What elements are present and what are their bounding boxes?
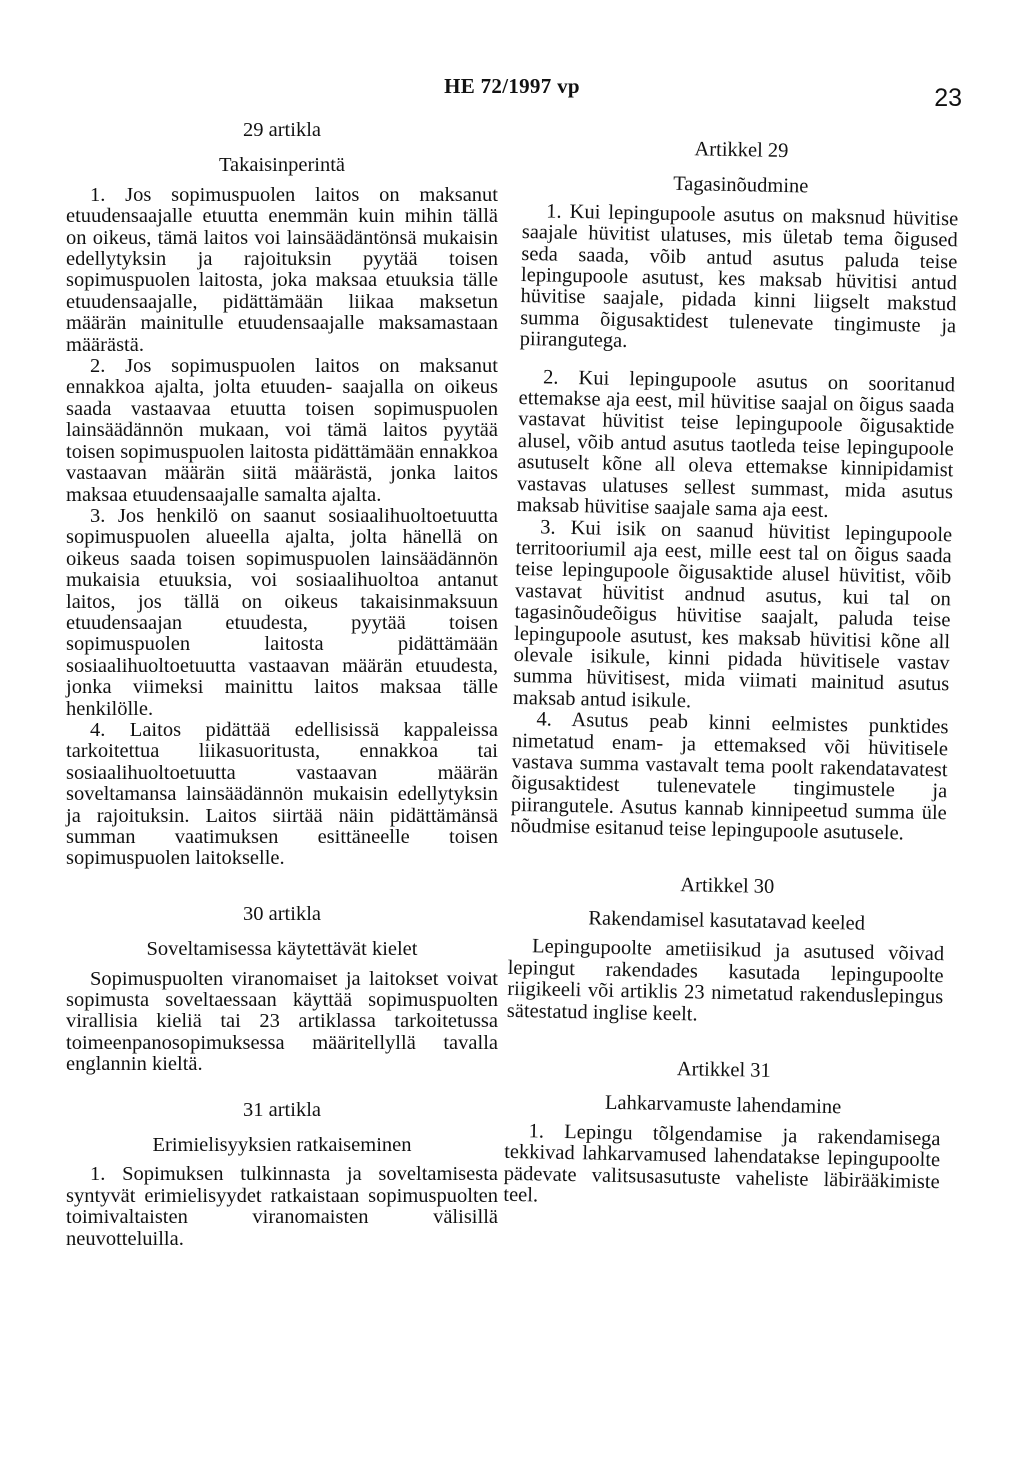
article-title: Takaisinperintä — [218, 154, 346, 177]
paragraph: 1. Kui lepingupoole asutus on maksnud hüvitise saajale hüvitist ulatuses, mis ületab tema õigused seda saada, võib antud asutus paluda teise lepingupoole asutust, kes maksab hüvitisi antud hüvitise saajale, pidada kinni liigselt makstud summa õigusaktidest tulenevate tingimuste ja piirangutega. — [519, 200, 959, 353]
paragraph: 2. Jos sopimuspuolen laitos on maksanut ennakkoa ajalta, jolta etuuden- saajalla on oikeus saada vastaavaa etuutta toisen sopimuspuolen lainsäädännön mukaan, voi tämä laitos pyytää toisen sopimuspuolen laitosta pidättämään ennakkoa vastaavan määrän siitä määrästä, jonka laitos maksaa etuudensaajalle samalta ajalta. — [66, 355, 498, 506]
article-title: Soveltamisessa käytettävät kielet — [146, 938, 418, 961]
paragraph: 1. Sopimuksen tulkinnasta ja soveltamisesta syntyvät erimielisyydet ratkaistaan sopimuspuolten toimivaltaisten viranomaisten välisillä neuvotteluilla. — [66, 1163, 498, 1250]
article-title: Rakendamisel kasutatavad keeled — [588, 907, 866, 935]
article-31-fi — [66, 1100, 498, 1250]
article-title: Tagasinõudmine — [672, 173, 809, 198]
paragraph: Sopimuspuolten viranomaiset ja laitokset voivat sopimusta soveltaessaan käyttää sopimuspuolten virallisia kieliä tai 23 artiklassa tarkoitetussa toimeenpanosopimuksessa määritellyllä tavalla englannin kieltä. — [66, 967, 498, 1076]
article-number: 29 artikla — [243, 119, 321, 141]
paragraph: 3. Kui isik on saanud hüvitist lepingupoole territooriumil aja eest, mille eest tal on õigus saada teise lepingupoole õigusaktide alusel hüvitist, võib vastavat hüvitist andnud asutus, kui tal on tagasinõudeõigus hüvitise saajalt, paluda teise lepingupoole asutust, kes maksab hüvitisi kõne all olevale isikule, kinni pidada hüvitisele vastav summa hüvitisest, mida viimati mainitud asutus maksab antud isikule. — [512, 515, 953, 713]
article-title: Erimielisyyksien ratkaiseminen — [152, 1134, 412, 1157]
paragraph: 3. Jos henkilö on saanut sosiaalihuoltoetuutta sopimuspuolen alueella ajalta, jolta hänellä on oikeus saada toisen sopimuspuolen lainsäädännön mukaisia etuuksia, voi sosiaalihuoltoa antanut laitos, jos tällä on oikeus takaisinmaksuun etuudensaajan etuudesta, pyytää toisen sopimuspuolen laitosta pidättämään sosiaalihuoltoetuutta vastaavan määrän etuudesta, jonka viimeksi mainittu laitos maksaa tälle henkilölle. — [66, 504, 498, 720]
article-30-et — [507, 871, 946, 1030]
article-29-et — [510, 136, 959, 846]
article-29-fi — [66, 120, 498, 870]
paragraph: Lepingupoolte ametiisikud ja asutused võivad lepingut rakendades kasutada lepingupoolte riigikeeli või artiklis 23 nimetatud rakenduslepingus sätestatud inglise keelt. — [506, 935, 945, 1026]
paragraph: 1. Lepingu tõlgendamise ja rakendamisega tekkivad lahkarvamused lahendatakse lepingupoolte pädevate valitsusasutuste vaheliste läbirääkimiste teel. — [503, 1120, 941, 1207]
estonian-column — [503, 120, 960, 1215]
article-30-fi — [66, 904, 498, 1076]
document-header-title: HE 72/1997 vp — [444, 74, 580, 98]
paragraph: 4. Asutus peab kinni eelmistes punktides nimetatud enam- ja ettemaksed või hüvitisele vastava summa vastavalt tema poolt rakendatavatest õigusaktidest tulenevatele tingimustele ja piirangutele. Asutus kannab kinnipeetud summa üle nõudmise esitanud teise lepingupoole asutusele. — [510, 708, 949, 845]
paragraph: 1. Jos sopimuspuolen laitos on maksanut etuudensaajalle etuutta enemmän kuin mihin tällä on oikeus, tämä laitos voi lainsäädäntönsä mukaisin edellytyksin ja rajoituksin pyytää toisen sopimuspuolen laitosta, joka maksaa etuuksia tälle etuudensaajalle, pidättämään liikaa maksetun määrän mainitulle etuudensaajalle maksamastaan määrästä. — [66, 183, 498, 356]
article-number: Artikkel 30 — [680, 873, 775, 898]
paragraph: 2. Kui lepingupoole asutus on sooritanud ettemakse aja eest, mil hüvitise saajal on õigus saada vastavat hüvitist teise lepingupoole õigusaktide alusel, võib antud asutus taotleda teise lepingupoole asutuselt kõne all oleva ettemakse kinnipidamist vastavas ulatuses sellest summast, mida asutus maksab hüvitise saajale sama aja eest. — [516, 366, 956, 523]
article-number: Artikkel 31 — [676, 1058, 771, 1082]
article-number: Artikkel 29 — [694, 138, 789, 163]
article-title: Lahkarvamuste lahendamine — [604, 1092, 842, 1119]
article-number: 31 artikla — [243, 1098, 321, 1121]
page-number: 23 — [934, 84, 962, 112]
finnish-column — [66, 120, 498, 1250]
paragraph: 4. Laitos pidättää edellisissä kappaleissa tarkoitettua liikasuoritusta, ennakkoa tai sosiaalihuoltoetuutta vastaavan määrän soveltamansa lainsäädännön mukaisin edellytyksin ja rajoituksin. Laitos siirtää näin pidättämänsä summan vaatimuksen esittäneelle toisen sopimuspuolen laitokselle. — [66, 718, 498, 870]
article-number: 30 artikla — [243, 902, 321, 925]
article-31-et — [503, 1056, 942, 1215]
